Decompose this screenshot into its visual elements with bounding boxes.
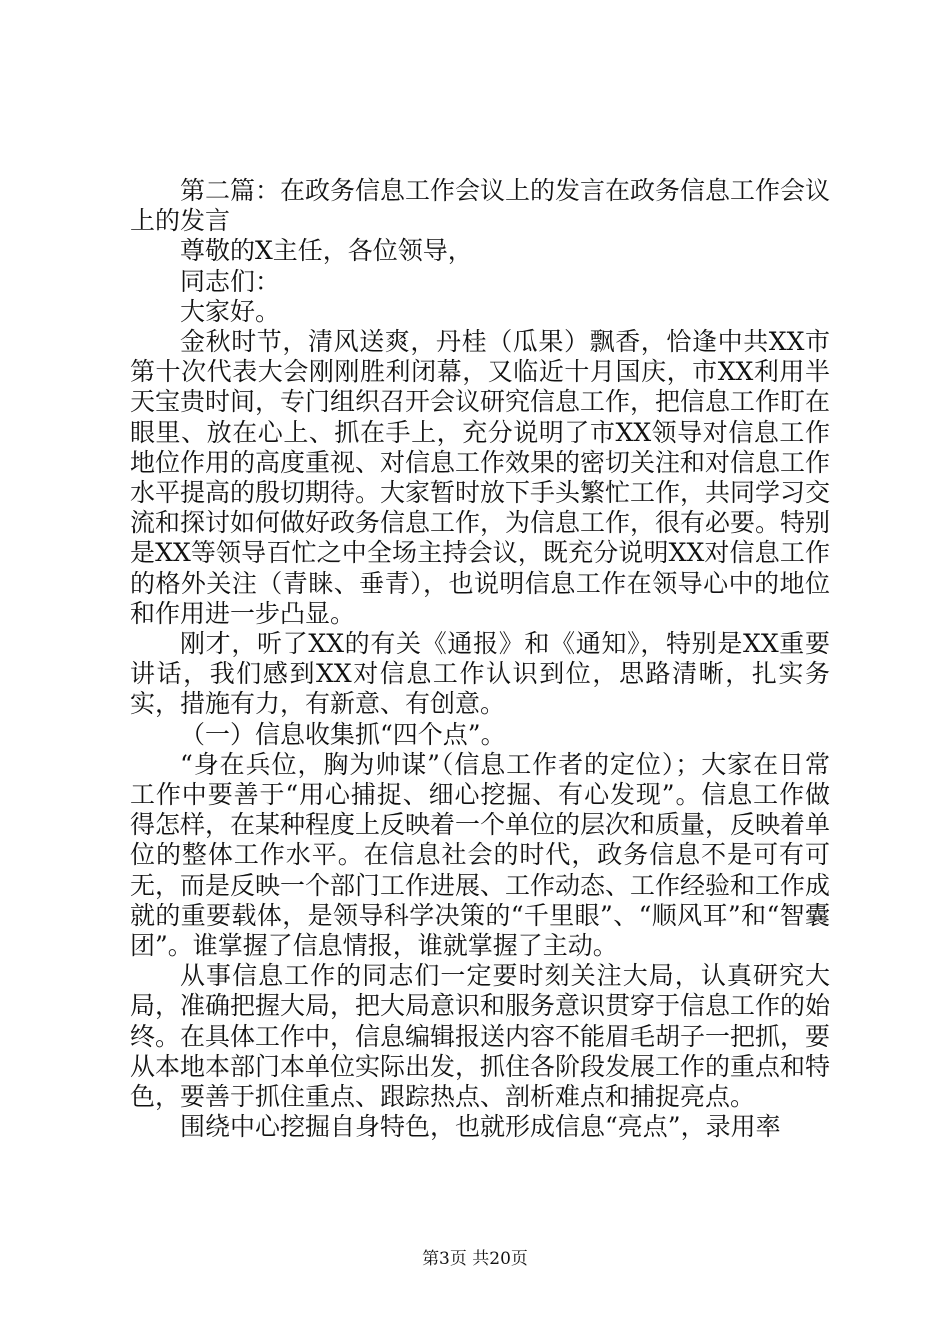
body-paragraph: 刚才，听了XX的有关《通报》和《通知》，特别是XX重要讲话，我们感到XX对信息工作认识到位，思路清晰，扎实务实，措施有力，有新意、有创意。 xyxy=(130,629,830,719)
salutation-paragraph: 尊敬的X主任，各位领导， xyxy=(180,236,473,266)
section-heading: （一）信息收集抓“四个点”。 xyxy=(180,719,506,749)
body-paragraph: 金秋时节，清风送爽，丹桂（瓜果）飘香，恰逢中共XX市第十次代表大会刚刚胜利闭幕，又临近十月国庆，市XX利用半天宝贵时间，专门组织召开会议研究信息工作，把信息工作盯在眼里、放在心上、抓在手上，充分说明了市XX领导对信息工作地位作用的高度重视、对信息工作效果的密切关注和对信息工作水平提高的殷切期待。大家暂时放下手头繁忙工作，共同学习交流和探讨如何做好政务信息工作，为信息工作，很有必要。特别是XX等领导百忙之中全场主持会议，既充分说明XX对信息工作的格外关注（青睐、垂青），也说明信息工作在领导心中的地位和作用进一步凸显。 xyxy=(130,327,831,628)
salutation-paragraph: 同志们： xyxy=(180,266,281,296)
document-body xyxy=(130,176,830,1143)
body-paragraph: “身在兵位，胸为帅谋”（信息工作者的定位）；大家在日常工作中要善于“用心捕捉、细心挖掘、有心发现”。信息工作做得怎样，在某种程度上反映着一个单位的层次和质量，反映着单位的整体工作水平。在信息社会的时代，政务信息不是可有可无，而是反映一个部门工作进展、工作动态、工作经验和工作成就的重要载体，是领导科学决策的“千里眼”、“顺风耳”和“智囊团”。谁掌握了信息情报，谁就掌握了主动。 xyxy=(130,749,831,961)
body-paragraph: 围绕中心挖掘自身特色，也就形成信息“亮点”，录用率 xyxy=(180,1112,781,1142)
greeting-paragraph: 大家好。 xyxy=(180,296,281,326)
page-number-footer: 第3页 共20页 xyxy=(422,1249,528,1269)
document-title: 第二篇：在政务信息工作会议上的发言在政务信息工作会议上的发言 xyxy=(130,176,831,236)
body-paragraph: 从事信息工作的同志们一定要时刻关注大局，认真研究大局，准确把握大局，把大局意识和服务意识贯穿于信息工作的始终。在具体工作中，信息编辑报送内容不能眉毛胡子一把抓，要从本地本部门本单位实际出发，抓住各阶段发展工作的重点和特色，要善于抓住重点、跟踪热点、剖析难点和捕捉亮点。 xyxy=(130,961,831,1112)
